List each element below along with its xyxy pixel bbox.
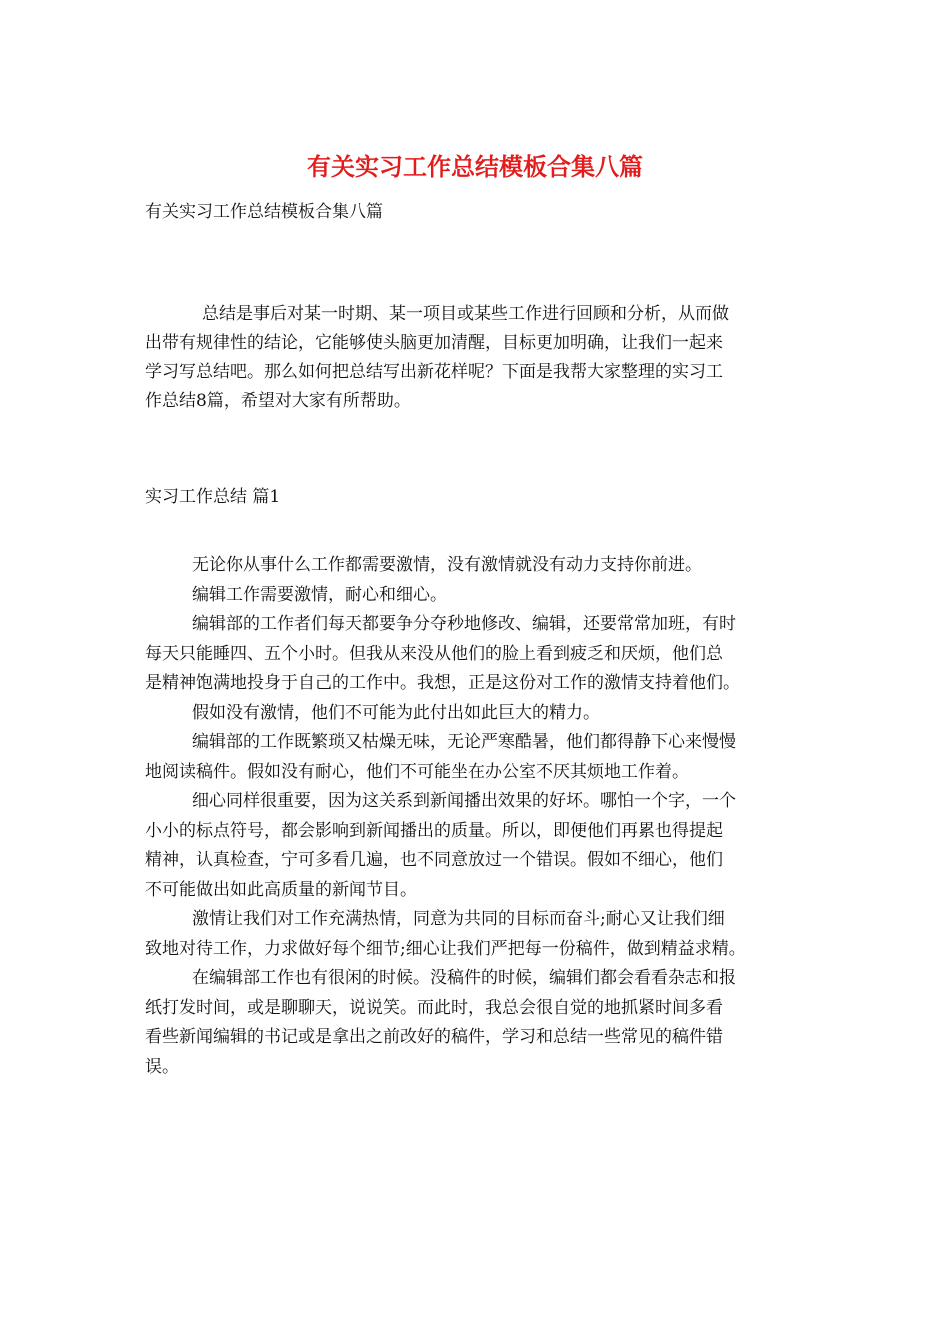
intro-line: 作总结8篇，希望对大家有所帮助。 (145, 391, 411, 411)
body-line: 误。 (145, 1056, 179, 1077)
intro-paragraph (145, 300, 805, 416)
document-subtitle: 有关实习工作总结模板合集八篇 (145, 202, 383, 222)
body-line: 看些新闻编辑的书记或是拿出之前改好的稿件，学习和总结一些常见的稿件错 (145, 1027, 723, 1047)
body-line: 地阅读稿件。假如没有耐心，他们不可能坐在办公室不厌其烦地工作着。 (145, 761, 689, 782)
body-line: 纸打发时间，或是聊聊天，说说笑。而此时，我总会很自觉的地抓紧时间多看 (145, 997, 723, 1018)
body-line: 激情让我们对工作充满热情，同意为共同的目标而奋斗;耐心又让我们细 (192, 909, 725, 929)
section-heading: 实习工作总结 篇1 (145, 487, 281, 507)
intro-line: 总结是事后对某一时期、某一项目或某些工作进行回顾和分析，从而做 (202, 304, 729, 324)
body-line: 小小的标点符号，都会影响到新闻播出的质量。所以，即便他们再累也得提起 (145, 820, 723, 841)
body-line: 每天只能睡四、五个小时。但我从来没从他们的脸上看到疲乏和厌烦，他们总 (145, 643, 723, 664)
body-line: 不可能做出如此高质量的新闻节目。 (145, 879, 417, 900)
body-line: 细心同样很重要，因为这关系到新闻播出效果的好坏。哪怕一个字，一个 (192, 791, 736, 811)
body-line: 在编辑部工作也有很闲的时候。没稿件的时候，编辑们都会看看杂志和报 (192, 968, 736, 988)
document-title: 有关实习工作总结模板合集八篇 (307, 153, 643, 181)
body-line: 是精神饱满地投身于自己的工作中。我想，正是这份对工作的激情支持着他们。 (145, 673, 740, 693)
body-line: 编辑部的工作既繁琐又枯燥无味，无论严寒酷暑，他们都得静下心来慢慢 (192, 732, 736, 752)
body-line: 精神，认真检查，宁可多看几遍，也不同意放过一个错误。假如不细心，他们 (145, 850, 723, 870)
body-line: 编辑工作需要激情，耐心和细心。 (192, 584, 447, 605)
intro-line: 学习写总结吧。那么如何把总结写出新花样呢？下面是我帮大家整理的实习工 (145, 362, 723, 382)
body-line: 致地对待工作，力求做好每个细节;细心让我们严把每一份稿件，做到精益求精。 (145, 938, 746, 959)
body-line: 编辑部的工作者们每天都要争分夺秒地修改、编辑，还要常常加班，有时 (192, 614, 736, 634)
section-body (145, 551, 810, 1082)
body-line: 假如没有激情，他们不可能为此付出如此巨大的精力。 (192, 702, 600, 723)
intro-line: 出带有规律性的结论，它能够使头脑更加清醒，目标更加明确，让我们一起来 (145, 333, 723, 353)
body-line: 无论你从事什么工作都需要激情，没有激情就没有动力支持你前进。 (192, 555, 702, 575)
